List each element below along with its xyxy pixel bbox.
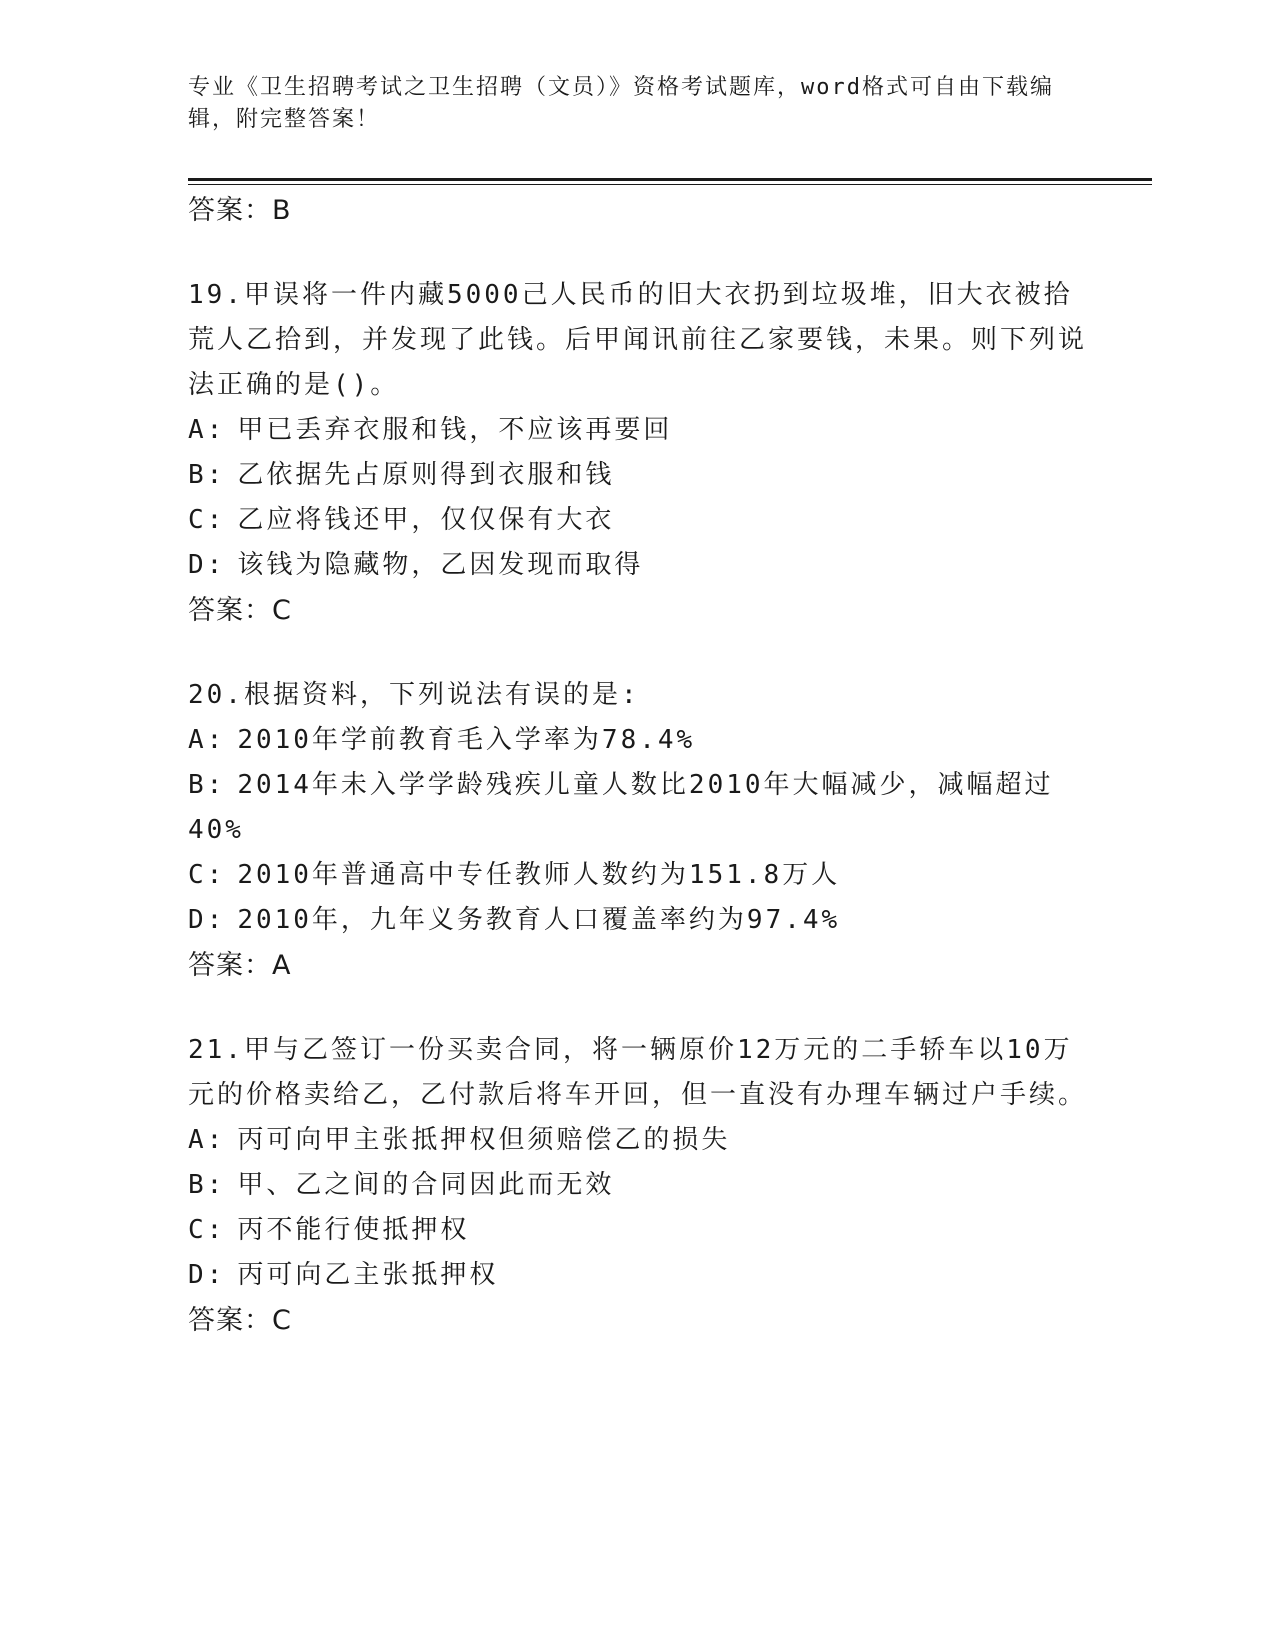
page-header: 专业《卫生招聘考试之卫生招聘（文员）》资格考试题库，word格式可自由下载编辑，附完整答案！ <box>188 75 1054 132</box>
question-option <box>188 763 1088 853</box>
question-block <box>188 273 1088 633</box>
option-letter: C: <box>188 860 226 890</box>
option-letter: A: <box>188 725 226 755</box>
question-option <box>188 1253 1088 1298</box>
option-text: 乙应将钱还甲，仅仅保有大衣 <box>237 505 615 535</box>
question-option <box>188 498 1088 543</box>
option-text: 丙可向甲主张抵押权但须赔偿乙的损失 <box>237 1125 731 1155</box>
question-option <box>188 543 1088 588</box>
option-text: 乙依据先占原则得到衣服和钱 <box>237 460 615 490</box>
question-answer: 答案：C <box>188 595 292 626</box>
option-text: 2010年学前教育毛入学率为78.4% <box>237 725 696 755</box>
question-stem: 19.甲误将一件内藏5000己人民币的旧大衣扔到垃圾堆，旧大衣被拾荒人乙拾到，并发现了此钱。后甲闻讯前往乙家要钱，未果。则下列说法正确的是()。 <box>188 280 1088 400</box>
option-letter: D: <box>188 550 226 580</box>
question-option <box>188 453 1088 498</box>
spacer <box>188 988 1088 1028</box>
option-text: 2014年未入学学龄残疾儿童人数比2010年大幅减少，减幅超过40% <box>188 770 1054 845</box>
option-letter: C: <box>188 1215 226 1245</box>
option-letter: A: <box>188 415 226 445</box>
option-letter: B: <box>188 770 226 800</box>
question-option <box>188 1163 1088 1208</box>
question-list <box>188 188 1088 1343</box>
option-letter: B: <box>188 460 226 490</box>
question-answer: 答案：A <box>188 950 292 981</box>
option-letter: B: <box>188 1170 226 1200</box>
question-block <box>188 1028 1088 1343</box>
question-option <box>188 853 1088 898</box>
option-text: 该钱为隐藏物，乙因发现而取得 <box>237 550 644 580</box>
option-text: 丙不能行使抵押权 <box>237 1215 470 1245</box>
spacer <box>188 233 1088 273</box>
question-option <box>188 898 1088 943</box>
option-text: 2010年，九年义务教育人口覆盖率约为97.4% <box>237 905 841 935</box>
header-rule-thin <box>188 184 1152 185</box>
question-stem: 20.根据资料，下列说法有误的是: <box>188 680 640 710</box>
option-text: 丙可向乙主张抵押权 <box>237 1260 499 1290</box>
option-text: 甲、乙之间的合同因此而无效 <box>237 1170 615 1200</box>
option-letter: D: <box>188 1260 226 1290</box>
question-answer: 答案：C <box>188 1305 292 1336</box>
question-option <box>188 1208 1088 1253</box>
option-letter: C: <box>188 505 226 535</box>
header-rule-thick <box>188 178 1152 181</box>
question-block <box>188 673 1088 988</box>
option-letter: D: <box>188 905 226 935</box>
question-stem: 21.甲与乙签订一份买卖合同，将一辆原价12万元的二手轿车以10万元的价格卖给乙，乙付款后将车开回，但一直没有办理车辆过户手续。 <box>188 1035 1088 1110</box>
question-option <box>188 408 1088 453</box>
spacer <box>188 633 1088 673</box>
option-letter: A: <box>188 1125 226 1155</box>
previous-answer: 答案：B <box>188 195 292 226</box>
option-text: 甲已丢弃衣服和钱，不应该再要回 <box>237 415 673 445</box>
question-option <box>188 1118 1088 1163</box>
option-text: 2010年普通高中专任教师人数约为151.8万人 <box>237 860 841 890</box>
question-option <box>188 718 1088 763</box>
